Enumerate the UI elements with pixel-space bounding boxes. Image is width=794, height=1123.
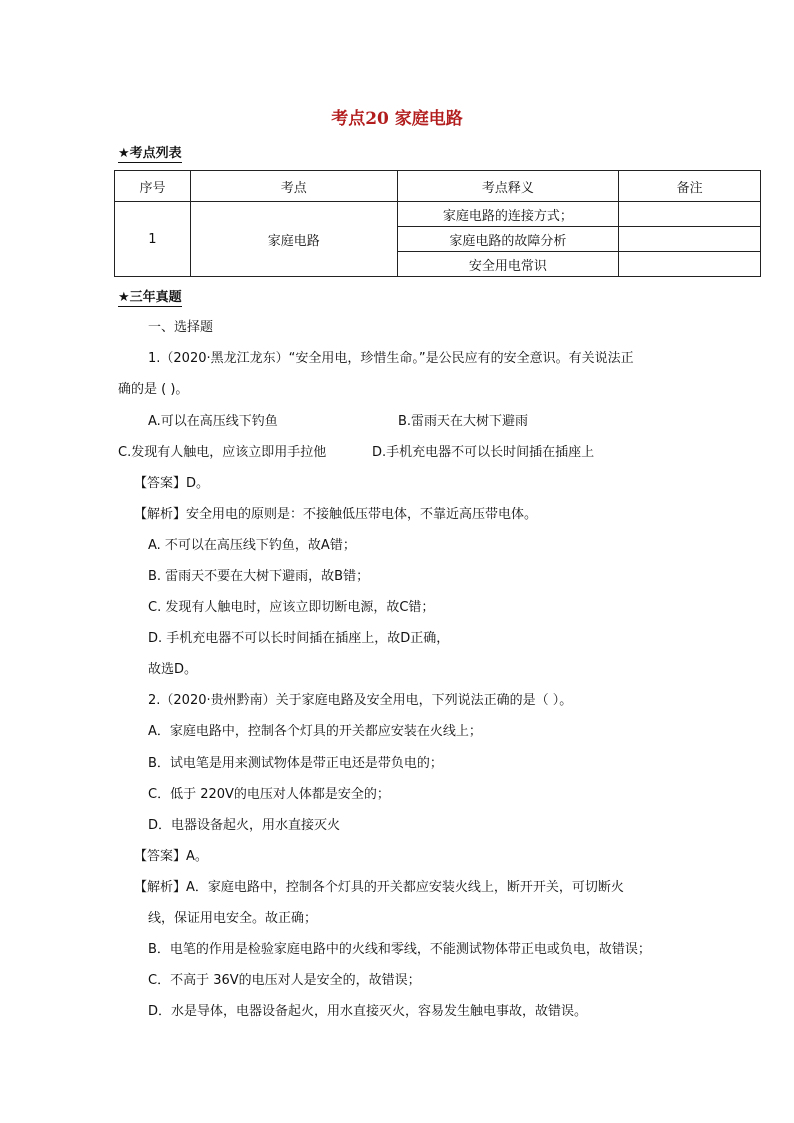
- option-text: C.发现有人触电，应该立即用手拉他: [118, 445, 327, 460]
- analysis-text: B. 雷雨天不要在大树下避雨，故B错；: [148, 569, 370, 584]
- table-cell-explanation: 家庭电路的故障分析: [397, 227, 619, 252]
- table-row: [115, 202, 761, 227]
- topic-table: [114, 170, 761, 277]
- page-title: 考点20 家庭电路: [331, 109, 463, 129]
- table-cell-explanation: 安全用电常识: [397, 252, 619, 277]
- table-cell-explanation: 家庭电路的连接方式；: [397, 202, 619, 227]
- answer-text: 【答案】D。: [134, 476, 210, 491]
- table-cell-note: [619, 252, 761, 277]
- table-cell-note: [619, 227, 761, 252]
- analysis-text: 【解析】A．家庭电路中，控制各个灯具的开关都应安装火线上，断开开关，可切断火: [134, 880, 624, 895]
- analysis-text: D. 手机充电器不可以长时间插在插座上，故D正确，: [148, 631, 450, 646]
- option-text: D.手机充电器不可以长时间插在插座上: [372, 445, 595, 460]
- table-header-row: [115, 171, 761, 202]
- analysis-text: 线，保证用电安全。故正确；: [148, 911, 318, 926]
- table-header-cell: 序号: [115, 171, 191, 202]
- analysis-text: C．不高于 36V的电压对人是安全的，故错误；: [148, 973, 421, 988]
- table-cell-number: 1: [115, 202, 191, 277]
- option-text: B．试电笔是用来测试物体是带正电还是带负电的；: [148, 756, 443, 771]
- question-text: 1.（2020·黑龙江龙东）“安全用电，珍惜生命。”是公民应有的安全意识。有关说法正: [148, 351, 634, 366]
- question-text: 2.（2020·贵州黔南）关于家庭电路及安全用电，下列说法正确的是（ ）。: [148, 693, 573, 708]
- option-text: A.可以在高压线下钓鱼: [148, 414, 278, 429]
- question-section-label: 一、选择题: [148, 320, 214, 335]
- answer-text: 【答案】A。: [134, 849, 208, 864]
- analysis-text: A. 不可以在高压线下钓鱼，故A错；: [148, 538, 356, 553]
- question-text: 确的是 ( )。: [118, 382, 189, 397]
- table-cell-note: [619, 202, 761, 227]
- table-header-cell: 备注: [619, 171, 761, 202]
- table-cell-topic: 家庭电路: [190, 202, 397, 277]
- table-header-cell: 考点释义: [397, 171, 619, 202]
- option-text: A．家庭电路中，控制各个灯具的开关都应安装在火线上；: [148, 724, 482, 739]
- option-text: D．电器设备起火，用水直接灭火: [148, 818, 341, 833]
- section-heading-topic-list: ★考点列表: [118, 146, 182, 161]
- analysis-text: B．电笔的作用是检验家庭电路中的火线和零线，不能测试物体带正电或负电，故错误；: [148, 942, 651, 957]
- analysis-text: 故选D。: [148, 662, 198, 677]
- option-text: B.雷雨天在大树下避雨: [398, 414, 529, 429]
- analysis-text: 【解析】安全用电的原则是：不接触低压带电体，不靠近高压带电体。: [134, 507, 538, 522]
- analysis-text: D．水是导体，电器设备起火，用水直接灭火，容易发生触电事故，故错误。: [148, 1004, 588, 1019]
- analysis-text: C. 发现有人触电时，应该立即切断电源，故C错；: [148, 600, 435, 615]
- table-header-cell: 考点: [190, 171, 397, 202]
- section-heading-past-exams: ★三年真题: [118, 290, 182, 305]
- option-text: C．低于 220V的电压对人体都是安全的；: [148, 787, 390, 802]
